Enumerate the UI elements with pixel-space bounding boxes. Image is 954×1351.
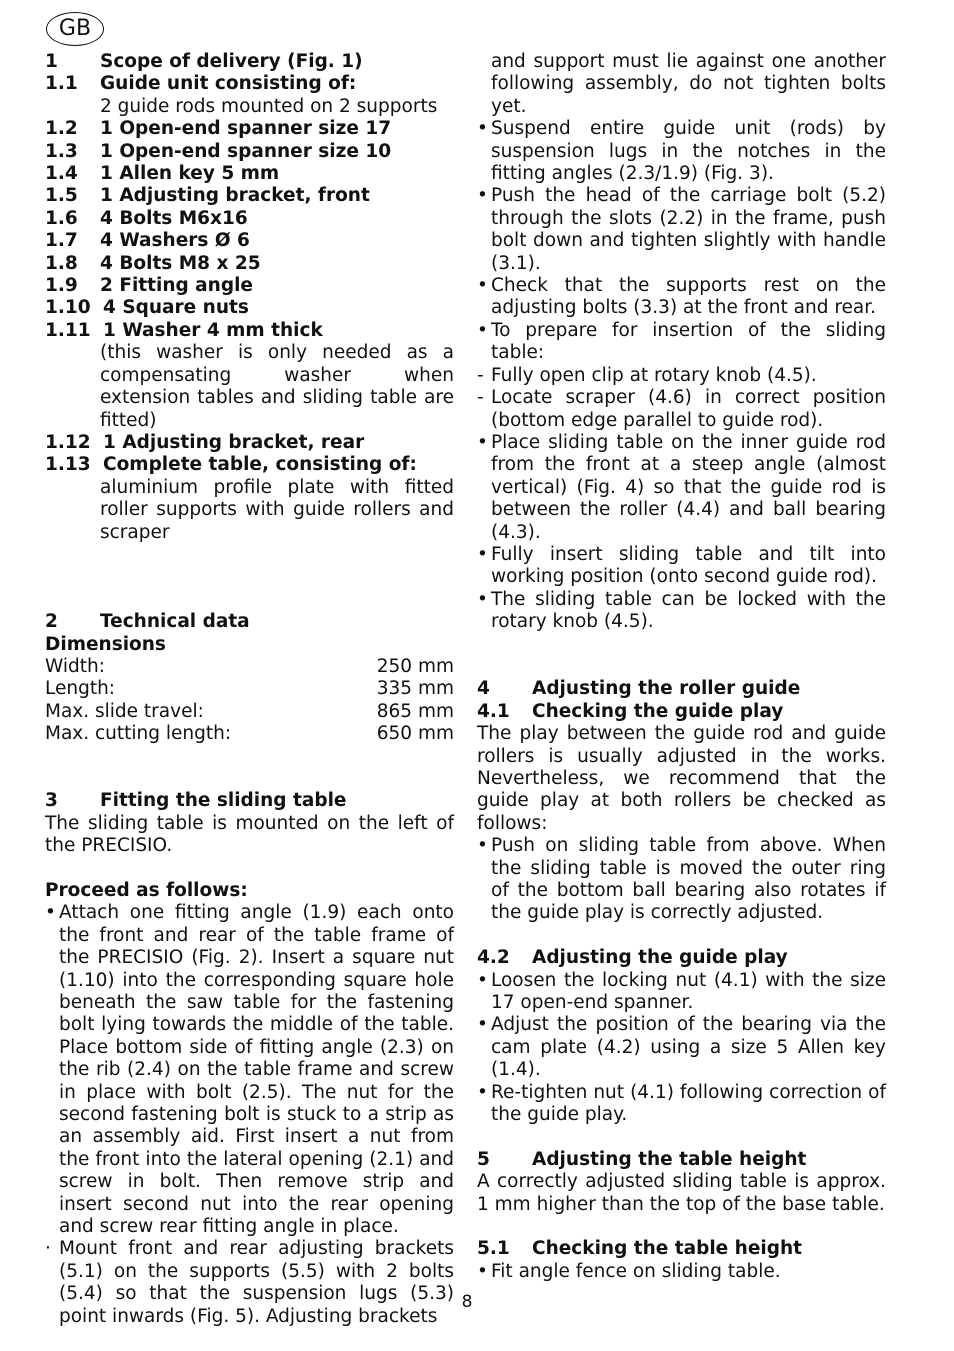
delivery-item — [45, 118, 454, 140]
section-5-1-list — [477, 1261, 886, 1283]
delivery-item-text: 1 Washer 4 mm thick — [103, 319, 323, 341]
bullet-mark: • — [477, 969, 488, 991]
spec-label: Max. cutting length: — [45, 723, 232, 745]
bullet-text: Suspend entire guide unit (rods) by suspension lugs in the notches in the fitting angles (2.3/1.9) (Fig. 3). — [491, 118, 886, 185]
right-column — [477, 51, 886, 1283]
delivery-item — [45, 141, 454, 163]
procedure-list — [45, 902, 454, 1328]
washer-note: (this washer is only needed as a compensating washer when extension tables and sliding table are fitted) — [100, 342, 454, 431]
bullet-text: Adjust the position of the bearing via the cam plate (4.2) using a size 5 Allen key (1.4). — [491, 1014, 886, 1081]
delivery-item-number: 1.8 — [45, 252, 78, 274]
section-3-intro: The sliding table is mounted on the left of the PRECISIO. — [45, 812, 454, 857]
delivery-item-text: 1 Allen key 5 mm — [100, 163, 280, 185]
delivery-item — [45, 275, 454, 297]
bullet-item — [477, 365, 886, 387]
bullet-mark: - — [477, 387, 484, 409]
delivery-item-text: Guide unit consisting of: — [100, 73, 357, 95]
section-4-2-list — [477, 970, 886, 1127]
bullet-item — [477, 970, 886, 1015]
section-5-text: A correctly adjusted sliding table is approx. 1 mm higher than the top of the base table. — [477, 1171, 886, 1215]
spec-label: Width: — [45, 655, 105, 677]
bullet-item — [477, 1261, 886, 1283]
spec-label: Length: — [45, 678, 116, 700]
delivery-item — [45, 73, 454, 95]
delivery-item: 1.12 1 Adjusting bracket, rear — [45, 431, 365, 453]
spec-label: Max. slide travel: — [45, 700, 204, 722]
delivery-item-text: 1 Open-end spanner size 10 — [100, 140, 392, 162]
spec-row — [45, 678, 454, 700]
spec-value: 335 mm — [376, 678, 454, 700]
bullet-text: Locate scraper (4.6) in correct position (bottom edge parallel to guide rod). — [491, 387, 886, 431]
bullet-text: To prepare for insertion of the sliding table: — [491, 319, 886, 364]
bullet-text: Place sliding table on the inner guide rod from the front at a steep angle (almost vertical) (Fig. 4) so that the guide rod is between the roller (4.4) and ball bearing (4.3). — [491, 431, 886, 543]
section-5-1-heading: 5.1 Checking the table height — [477, 1238, 802, 1260]
delivery-item-number: 1.4 — [45, 163, 78, 185]
delivery-item-text: 4 Square nuts — [103, 297, 249, 319]
bullet-item — [477, 432, 886, 544]
section-4-2-heading: 4.2 Adjusting the guide play — [477, 947, 788, 969]
bullet-item — [477, 387, 886, 432]
bullet-mark: • — [477, 588, 488, 610]
left-column — [45, 51, 454, 1328]
language-badge: GB — [46, 12, 104, 46]
delivery-item — [45, 253, 454, 275]
bullet-text: Fully open clip at rotary knob (4.5). — [491, 364, 817, 386]
delivery-item-number: 1.6 — [45, 207, 78, 229]
bullet-mark: - — [477, 364, 484, 386]
delivery-item-number: 1.11 — [45, 319, 91, 341]
section-3-heading: 3 Fitting the sliding table — [45, 790, 347, 812]
section-4-1-heading: 4.1 Checking the guide play — [477, 700, 784, 722]
delivery-item-text: 1 Adjusting bracket, front — [100, 185, 370, 207]
bullet-mark: • — [477, 1260, 488, 1282]
section-4-1-text: The play between the guide rod and guide rollers is usually adjusted in the works. Nevertheless, we recommend that the guide play at both rollers be checked as follows: — [477, 723, 886, 834]
bullet-text: Attach one fitting angle (1.9) each onto the front and rear of the table frame of the PRECISIO (Fig. 2). Insert a square nut (1.10) into the corresponding square hole beneath the saw table for the fastening bolt lying towards the middle of the table. Place bottom side of fitting angle (2.3) on the rib (2.4) on the table frame and screw in place with bolt (2.5). The nut for the second fastening bolt is stuck to a strip as an assembly aid. First insert a nut from the front into the lateral opening (2.1) and screw in bolt. Then remove strip and insert second nut into the rear opening and screw rear fitting angle in place. — [59, 902, 454, 1238]
section-1-heading: 1 Scope of delivery (Fig. 1) — [45, 51, 363, 72]
delivery-item-number: 1.3 — [45, 140, 78, 162]
bullet-text: Re-tighten nut (4.1) following correction of the guide play. — [491, 1081, 886, 1126]
bullet-mark: • — [45, 902, 56, 924]
bullet-mark: • — [477, 319, 488, 341]
bullet-text: Mount front and rear adjusting brackets (5.1) on the supports (5.5) with 2 bolts (5.4) so that the suspension lugs (5.3) point inwards (Fig. 5). Adjusting brackets — [59, 1238, 454, 1327]
delivery-item-text: 4 Bolts M6x16 — [100, 207, 248, 229]
proceed-heading: Proceed as follows: — [45, 879, 248, 901]
section-5-heading: 5 Adjusting the table height — [477, 1148, 807, 1170]
bullet-text: Loosen the locking nut (4.1) with the size 17 open-end spanner. — [491, 969, 886, 1014]
spec-value: 650 mm — [376, 723, 454, 745]
delivery-item-text: 2 Fitting angle — [100, 275, 253, 297]
spec-value: 865 mm — [376, 700, 454, 722]
section-4-1-list — [477, 835, 886, 925]
bullet-item — [477, 1014, 886, 1081]
delivery-item-number: 1.1 — [45, 73, 78, 95]
bullet-mark: • — [477, 275, 488, 297]
delivery-item-number: 1.10 — [45, 297, 91, 319]
bullet-item — [477, 1082, 886, 1127]
bullet-item — [477, 835, 886, 925]
bullet-item — [45, 902, 454, 1238]
spec-list — [45, 656, 454, 746]
delivery-item — [45, 163, 454, 185]
spec-value: 250 mm — [376, 655, 454, 677]
delivery-item-number: 1.7 — [45, 230, 78, 252]
bullet-mark: • — [477, 431, 488, 453]
bullet-item — [477, 589, 886, 634]
bullet-item — [477, 320, 886, 365]
bullet-text: The sliding table can be locked with the rotary knob (4.5). — [491, 588, 886, 633]
bullet-item — [477, 275, 886, 320]
delivery-item-number: 1.2 — [45, 118, 78, 140]
bullet-text: Push the head of the carriage bolt (5.2) through the slots (2.2) in the frame, push bolt down and tighten slightly with handle (3.1). — [491, 185, 886, 274]
delivery-item — [45, 320, 454, 342]
bullet-item — [477, 544, 886, 589]
bullet-mark: • — [477, 1014, 488, 1036]
bullet-mark: · — [45, 1238, 51, 1260]
bullet-mark: • — [477, 543, 488, 565]
page-number: 8 — [461, 1292, 473, 1312]
continuation-text: and support must lie against one another following assembly, do not tighten bolts yet. — [491, 51, 886, 117]
delivery-item-number: 1.5 — [45, 185, 78, 207]
section-4-heading: 4 Adjusting the roller guide — [477, 678, 801, 700]
delivery-item: 1.13 Complete table, consisting of: — [45, 454, 417, 476]
delivery-item-text: 4 Bolts M8 x 25 — [100, 252, 261, 274]
bullet-mark: • — [477, 835, 488, 857]
bullet-mark: • — [477, 118, 488, 140]
dimensions-heading: Dimensions — [45, 633, 166, 655]
delivery-item — [45, 230, 454, 252]
bullet-mark: • — [477, 185, 488, 207]
bullet-text: Fully insert sliding table and tilt into working position (onto second guide rod). — [491, 543, 886, 588]
delivery-item-detail: 2 guide rods mounted on 2 supports — [100, 95, 438, 117]
delivery-item — [45, 297, 454, 319]
bullet-text: Check that the supports rest on the adjusting bolts (3.3) at the front and rear. — [491, 275, 886, 319]
spec-row — [45, 656, 454, 678]
procedure-list-continued — [477, 118, 886, 633]
delivery-item — [45, 208, 454, 230]
delivery-item-text: 1 Open-end spanner size 17 — [100, 118, 392, 140]
delivery-list — [45, 73, 454, 342]
bullet-item — [477, 185, 886, 275]
delivery-item-text: 4 Washers Ø 6 — [100, 230, 250, 252]
bullet-mark: • — [477, 1081, 488, 1103]
spec-row — [45, 723, 454, 745]
delivery-item-number: 1.9 — [45, 275, 78, 297]
bullet-item — [45, 1238, 454, 1328]
delivery-item — [45, 185, 454, 207]
bullet-text: Push on sliding table from above. When the sliding table is moved the outer ring of the bottom ball bearing also rotates if the guide play is correctly adjusted. — [491, 835, 886, 924]
bullet-item — [477, 118, 886, 185]
spec-row — [45, 701, 454, 723]
bullet-text: Fit angle fence on sliding table. — [491, 1260, 781, 1282]
table-note: aluminium profile plate with fitted roller supports with guide rollers and scraper — [100, 476, 454, 543]
section-2-heading: 2 Technical data — [45, 611, 250, 633]
